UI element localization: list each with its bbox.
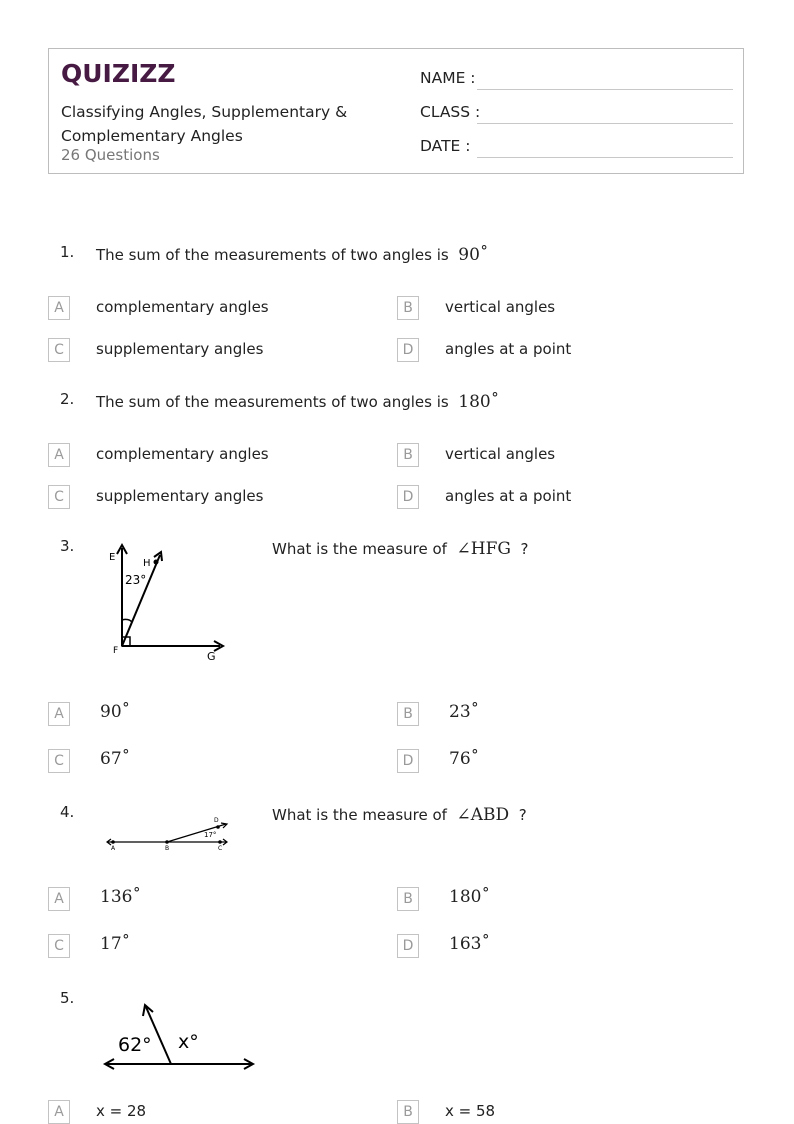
option-text[interactable]: 136˚	[100, 887, 141, 907]
option-text[interactable]: 76˚	[449, 749, 480, 769]
supplementary-angle-figure	[100, 1000, 260, 1075]
option-text[interactable]: angles at a point	[445, 487, 572, 505]
option-box-b[interactable]: B	[397, 887, 419, 911]
option-text[interactable]: 17˚	[100, 934, 131, 954]
quizizz-logo: QUIZIZZ	[61, 59, 176, 88]
angle-abd-figure	[104, 812, 232, 854]
question-number: 1.	[60, 243, 75, 261]
question-math: 180˚	[458, 392, 500, 412]
option-box-d[interactable]: D	[397, 338, 419, 362]
option-box-c[interactable]: C	[48, 485, 70, 509]
date-line[interactable]	[477, 157, 733, 158]
angle-arc	[122, 619, 132, 622]
option-box-a[interactable]: A	[48, 296, 70, 320]
option-text[interactable]: x = 58	[445, 1102, 496, 1120]
point-c	[218, 840, 222, 844]
label-g: G	[207, 650, 216, 663]
question-number: 4.	[60, 803, 75, 821]
option-box-a[interactable]: A	[48, 702, 70, 726]
option-text[interactable]: 23˚	[449, 702, 480, 722]
option-box-d[interactable]: D	[397, 749, 419, 773]
option-text[interactable]: supplementary angles	[96, 487, 264, 505]
option-box-a[interactable]: A	[48, 443, 70, 467]
label-17: 17°	[204, 831, 217, 839]
option-text[interactable]: angles at a point	[445, 340, 572, 358]
question-suffix: ?	[520, 540, 529, 558]
option-text[interactable]: vertical angles	[445, 298, 556, 316]
question-text	[272, 539, 528, 559]
ray-fh	[122, 555, 160, 646]
label-23: 23°	[125, 573, 147, 587]
class-label: CLASS :	[420, 103, 481, 121]
option-box-c[interactable]: C	[48, 749, 70, 773]
label-x: x°	[178, 1031, 199, 1053]
option-text[interactable]: complementary angles	[96, 298, 269, 316]
worksheet-title: Classifying Angles, Supplementary & Complementary Angles	[61, 103, 348, 145]
option-text[interactable]: 163˚	[449, 934, 490, 954]
option-box-d[interactable]: D	[397, 485, 419, 509]
label-h: H	[143, 558, 151, 569]
option-text[interactable]: 180˚	[449, 887, 490, 907]
question-number: 2.	[60, 390, 75, 408]
question-prompt: The sum of the measurements of two angles is	[96, 246, 449, 264]
question-prompt: The sum of the measurements of two angles is	[96, 393, 449, 411]
question-math: 90˚	[458, 245, 489, 265]
label-b: B	[165, 845, 170, 852]
option-box-d[interactable]: D	[397, 934, 419, 958]
label-c: C	[218, 845, 223, 852]
option-text[interactable]: 67˚	[100, 749, 131, 769]
point-d	[216, 825, 220, 829]
question-text	[96, 392, 499, 412]
option-box-b[interactable]: B	[397, 443, 419, 467]
option-box-b[interactable]: B	[397, 1100, 419, 1124]
worksheet-header	[48, 48, 744, 174]
question-math: ∠HFG	[456, 539, 511, 559]
class-line[interactable]	[477, 123, 733, 124]
option-text[interactable]: 90˚	[100, 702, 131, 722]
question-count: 26 Questions	[61, 146, 160, 164]
option-text[interactable]: vertical angles	[445, 445, 556, 463]
point-h	[154, 560, 159, 565]
label-e: E	[109, 552, 116, 563]
name-line[interactable]	[477, 89, 733, 90]
label-62: 62°	[118, 1034, 152, 1056]
option-box-c[interactable]: C	[48, 338, 70, 362]
label-f: F	[113, 646, 119, 656]
question-prompt: What is the measure of	[272, 806, 447, 824]
option-text[interactable]: complementary angles	[96, 445, 269, 463]
option-box-a[interactable]: A	[48, 887, 70, 911]
point-a	[111, 840, 115, 844]
date-label: DATE :	[420, 137, 471, 155]
question-math: ∠ABD	[456, 805, 510, 825]
question-prompt: What is the measure of	[272, 540, 447, 558]
angle-hfg-figure	[100, 540, 230, 665]
option-box-c[interactable]: C	[48, 934, 70, 958]
label-d: D	[214, 817, 219, 824]
question-suffix: ?	[518, 806, 527, 824]
option-text[interactable]: x = 28	[96, 1102, 147, 1120]
question-number: 5.	[60, 989, 75, 1007]
name-label: NAME :	[420, 69, 476, 87]
point-b	[165, 840, 169, 844]
question-text	[96, 245, 488, 265]
question-text	[272, 805, 527, 825]
option-box-b[interactable]: B	[397, 296, 419, 320]
option-box-b[interactable]: B	[397, 702, 419, 726]
label-a: A	[111, 845, 116, 852]
question-number: 3.	[60, 537, 75, 555]
option-text[interactable]: supplementary angles	[96, 340, 264, 358]
option-box-a[interactable]: A	[48, 1100, 70, 1124]
